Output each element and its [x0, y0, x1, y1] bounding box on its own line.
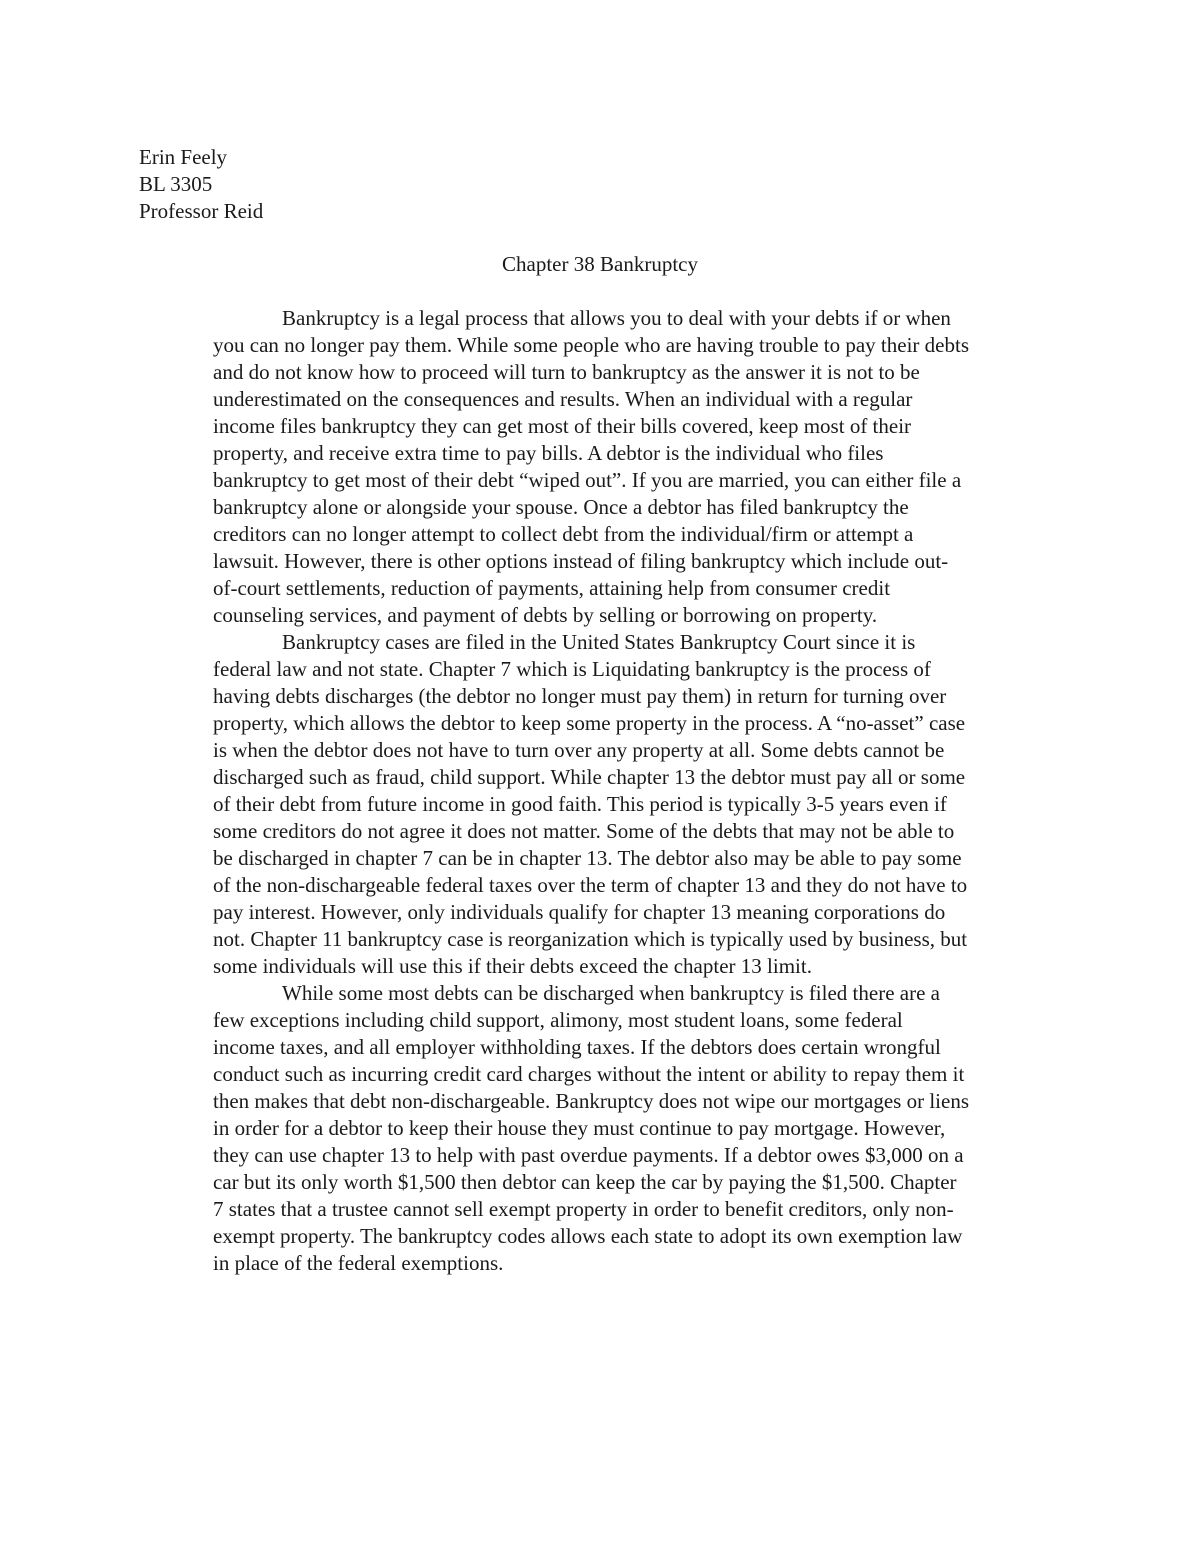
course-code: BL 3305 [139, 172, 213, 196]
paragraph-line: you can no longer pay them. While some people who are having trouble to pay their debts [213, 333, 969, 357]
author-name: Erin Feely [139, 145, 228, 169]
paragraph-line: 7 states that a trustee cannot sell exempt property in order to benefit creditors, only non- [213, 1197, 954, 1221]
paragraph-line: Bankruptcy cases are filed in the United States Bankruptcy Court since it is [282, 630, 916, 654]
paragraph-line: having debts discharges (the debtor no longer must pay them) in return for turning over [213, 684, 947, 708]
paragraph-line: they can use chapter 13 to help with past overdue payments. If a debtor owes $3,000 on a [213, 1143, 964, 1167]
paragraph-line: counseling services, and payment of debts by selling or borrowing on property. [213, 603, 878, 627]
paragraph-line: be discharged in chapter 7 can be in chapter 13. The debtor also may be able to pay some [213, 846, 962, 870]
paragraph-line: creditors can no longer attempt to collect debt from the individual/firm or attempt a [213, 522, 914, 546]
paragraph-line: property, which allows the debtor to keep some property in the process. A “no-asset” case [213, 711, 966, 735]
paragraph-line: Bankruptcy is a legal process that allows you to deal with your debts if or when [282, 306, 951, 330]
paragraph-line: some creditors do not agree it does not matter. Some of the debts that may not be able to [213, 819, 955, 843]
paragraph-line: and do not know how to proceed will turn to bankruptcy as the answer it is not to be [213, 360, 920, 384]
paragraph-line: underestimated on the consequences and results. When an individual with a regular [213, 387, 913, 411]
professor-name: Professor Reid [139, 199, 264, 223]
paragraph-line: of the non-dischargeable federal taxes over the term of chapter 13 and they do not have to [213, 873, 968, 897]
paragraph-line: in place of the federal exemptions. [213, 1251, 504, 1275]
paragraph-line: then makes that debt non-dischargeable. Bankruptcy does not wipe our mortgages or liens [213, 1089, 969, 1113]
paragraph-line: bankruptcy alone or alongside your spouse. Once a debtor has filed bankruptcy the [213, 495, 909, 519]
paragraph-line: of their debt from future income in good faith. This period is typically 3-5 years even if [213, 792, 947, 816]
paragraph-line: income files bankruptcy they can get most of their bills covered, keep most of their [213, 414, 912, 438]
paragraph [213, 629, 1073, 980]
paragraph-line: discharged such as fraud, child support. While chapter 13 the debtor must pay all or some [213, 765, 966, 789]
paragraph-line: pay interest. However, only individuals qualify for chapter 13 meaning corporations do [213, 900, 946, 924]
document-header [139, 144, 263, 225]
paragraph-line: lawsuit. However, there is other options instead of filing bankruptcy which include out- [213, 549, 949, 573]
paragraph-line: few exceptions including child support, alimony, most student loans, some federal [213, 1008, 903, 1032]
paragraph-line: exempt property. The bankruptcy codes allows each state to adopt its own exemption law [213, 1224, 963, 1248]
paragraph-line: in order for a debtor to keep their house they must continue to pay mortgage. However, [213, 1116, 946, 1140]
paragraph-line: income taxes, and all employer withholding taxes. If the debtors does certain wrongful [213, 1035, 941, 1059]
paragraph [213, 980, 1073, 1277]
paragraph-line: While some most debts can be discharged when bankruptcy is filed there are a [282, 981, 940, 1005]
paragraph-line: not. Chapter 11 bankruptcy case is reorganization which is typically used by business, but [213, 927, 968, 951]
paragraph [213, 305, 1073, 629]
document-title: Chapter 38 Bankruptcy [502, 252, 698, 276]
paragraph-line: property, and receive extra time to pay bills. A debtor is the individual who files [213, 441, 884, 465]
paragraph-line: federal law and not state. Chapter 7 which is Liquidating bankruptcy is the process of [213, 657, 931, 681]
paragraph-line: conduct such as incurring credit card charges without the intent or ability to repay them it [213, 1062, 965, 1086]
paragraph-line: car but its only worth $1,500 then debtor can keep the car by paying the $1,500. Chapter [213, 1170, 957, 1194]
paragraph-line: bankruptcy to get most of their debt “wiped out”. If you are married, you can either file a [213, 468, 962, 492]
document-body [213, 305, 1073, 1277]
paragraph-line: is when the debtor does not have to turn over any property at all. Some debts cannot be [213, 738, 945, 762]
paragraph-line: of-court settlements, reduction of payments, attaining help from consumer credit [213, 576, 891, 600]
paragraph-line: some individuals will use this if their debts exceed the chapter 13 limit. [213, 954, 812, 978]
